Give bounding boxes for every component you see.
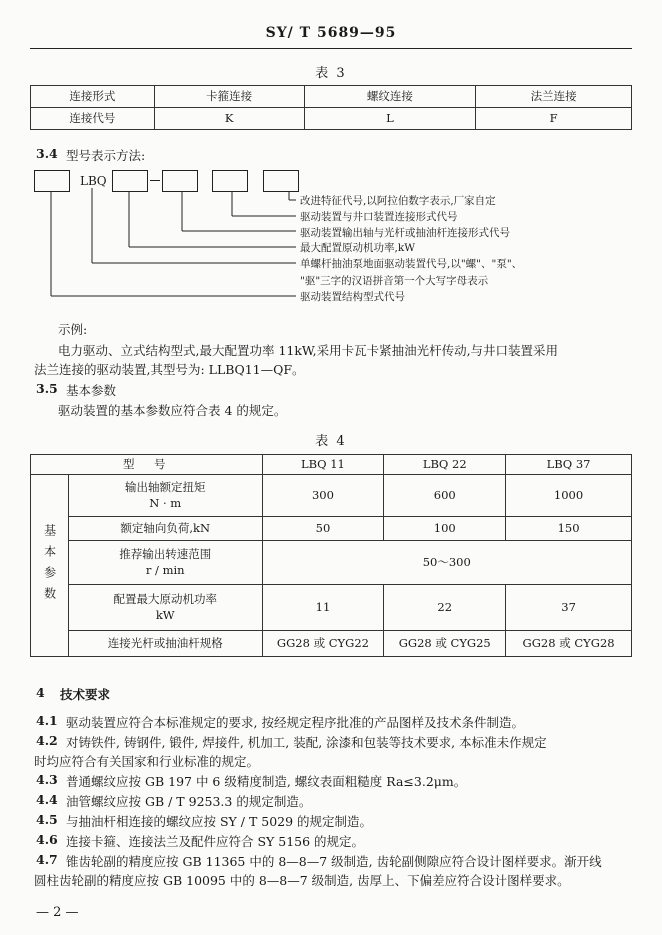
item-text: 与抽油杆相连接的螺纹应按 SY / T 5029 的规定制造。 — [66, 814, 373, 829]
section-3-5-number: 3.5 — [36, 381, 58, 396]
item-text: 普通螺纹应按 GB 197 中 6 级精度制造, 螺纹表面粗糙度 Ra≤3.2μm。 — [66, 774, 467, 789]
page-number: — 2 — — [36, 905, 79, 920]
table4-value: 50 — [262, 517, 384, 541]
item-number: 4.3 — [36, 772, 58, 787]
table4 — [30, 454, 632, 657]
item-text: 锥齿轮副的精度应按 GB 11365 中的 8—8—7 级制造, 齿轮副侧隙应符合设计图样要求。渐开线 — [66, 854, 602, 869]
model-leader-lines — [0, 0, 662, 320]
param-unit: N · m — [149, 495, 182, 510]
legend-item: 改进特征代号,以阿拉伯数字表示,厂家自定 — [300, 195, 496, 207]
item-text: 连接卡箍、连接法兰及配件应符合 SY 5156 的规定。 — [66, 834, 365, 849]
table4-value: 22 — [384, 585, 506, 631]
table4-value: 11 — [262, 585, 384, 631]
section-3-4-title: 型号表示方法: — [66, 148, 146, 163]
example-text-line: 电力驱动、立式结构型式,最大配置功率 11kW,采用卡瓦卡紧抽油光杆传动,与井口装置采用 — [58, 343, 559, 358]
table4-value: 150 — [506, 517, 632, 541]
item-number: 4.7 — [36, 852, 58, 867]
legend-item: 驱动装置结构型式代号 — [300, 291, 405, 303]
legend-item: 最大配置原动机功率,kW — [300, 242, 415, 254]
table3-cell: K — [154, 108, 304, 130]
table3-cell: 法兰连接 — [476, 86, 632, 108]
table4-value: 100 — [384, 517, 506, 541]
table4-row — [31, 631, 632, 657]
param-name: 输出轴额定扭矩 — [124, 479, 206, 494]
table4-model: LBQ 37 — [506, 455, 632, 475]
table3-cell: L — [304, 108, 476, 130]
table3-caption: 表 3 — [315, 66, 347, 81]
table4-caption: 表 4 — [315, 434, 347, 449]
section-4-title: 技术要求 — [60, 687, 111, 702]
table4-value: 300 — [262, 475, 384, 517]
table4-model: LBQ 11 — [262, 455, 384, 475]
table4-value: 37 — [506, 585, 632, 631]
table3-cell: F — [476, 108, 632, 130]
legend-item: 单螺杆抽油泵地面驱动装置代号,以"螺"、"泵"、 — [300, 258, 523, 270]
param-unit: r / min — [145, 562, 185, 577]
table4-model-header: 型 号 — [31, 455, 263, 475]
section-3-5-title: 基本参数 — [66, 383, 117, 398]
table4-row — [31, 541, 632, 585]
standard-code-header: SY/ T 5689—95 — [265, 25, 397, 41]
item-text: 圆柱齿轮副的精度应按 GB 10095 中的 8—8—7 级制造, 齿厚上、下偏差应符合设计图样要求。 — [34, 873, 570, 888]
item-number: 4.4 — [36, 792, 58, 807]
table3-cell: 连接代号 — [31, 108, 155, 130]
param-name: 额定轴向负荷,kN — [68, 517, 262, 541]
section-4-number: 4 — [36, 685, 45, 700]
table4-merged-value: 50～300 — [262, 541, 631, 585]
table4-row — [31, 517, 632, 541]
table3-cell: 连接形式 — [31, 86, 155, 108]
example-label: 示例: — [58, 322, 88, 337]
item-text: 对铸铁件, 铸钢件, 锻件, 焊接件, 机加工, 装配, 涂漆和包装等技术要求, 本标准未作规定 — [66, 735, 547, 750]
table3-cell: 卡箍连接 — [154, 86, 304, 108]
param-name: 配置最大原动机功率 — [113, 591, 217, 606]
table4-value: 1000 — [506, 475, 632, 517]
table4-value: GG28 或 CYG25 — [384, 631, 506, 657]
item-number: 4.2 — [36, 733, 58, 748]
section-3-4-number: 3.4 — [36, 146, 58, 161]
item-number: 4.5 — [36, 812, 58, 827]
item-text: 时均应符合有关国家和行业标准的规定。 — [34, 754, 260, 769]
table4-row — [31, 455, 632, 475]
item-text: 驱动装置应符合本标准规定的要求, 按经规定程序批准的产品图样及技术条件制造。 — [66, 715, 524, 730]
item-number: 4.6 — [36, 832, 58, 847]
legend-item: 驱动装置与井口装置连接形式代号 — [300, 211, 458, 223]
table4-model: LBQ 22 — [384, 455, 506, 475]
legend-item: "驱"三字的汉语拼音第一个大写字母表示 — [300, 275, 489, 287]
table4-value: 600 — [384, 475, 506, 517]
table4-value: GG28 或 CYG28 — [506, 631, 632, 657]
table4-group-label: 基本参数 — [31, 475, 69, 657]
item-number: 4.1 — [36, 713, 58, 728]
table4-row — [31, 475, 632, 517]
table4-value: GG28 或 CYG22 — [262, 631, 384, 657]
param-unit: kW — [155, 607, 175, 622]
param-name: 连接光杆或抽油杆规格 — [68, 631, 262, 657]
table4-param — [68, 585, 262, 631]
model-prefix-label: LBQ — [80, 174, 107, 188]
table4-row — [31, 585, 632, 631]
table4-param — [68, 475, 262, 517]
table3-cell: 螺纹连接 — [304, 86, 476, 108]
example-text-line: 法兰连接的驱动装置,其型号为: LLBQ11—QF。 — [34, 362, 305, 377]
param-name: 推荐输出转速范围 — [119, 546, 212, 561]
item-text: 油管螺纹应按 GB / T 9253.3 的规定制造。 — [66, 794, 312, 809]
legend-item: 驱动装置输出轴与光杆或抽油杆连接形式代号 — [300, 227, 510, 239]
section-3-5-text: 驱动装置的基本参数应符合表 4 的规定。 — [58, 403, 287, 418]
table4-param — [68, 541, 262, 585]
